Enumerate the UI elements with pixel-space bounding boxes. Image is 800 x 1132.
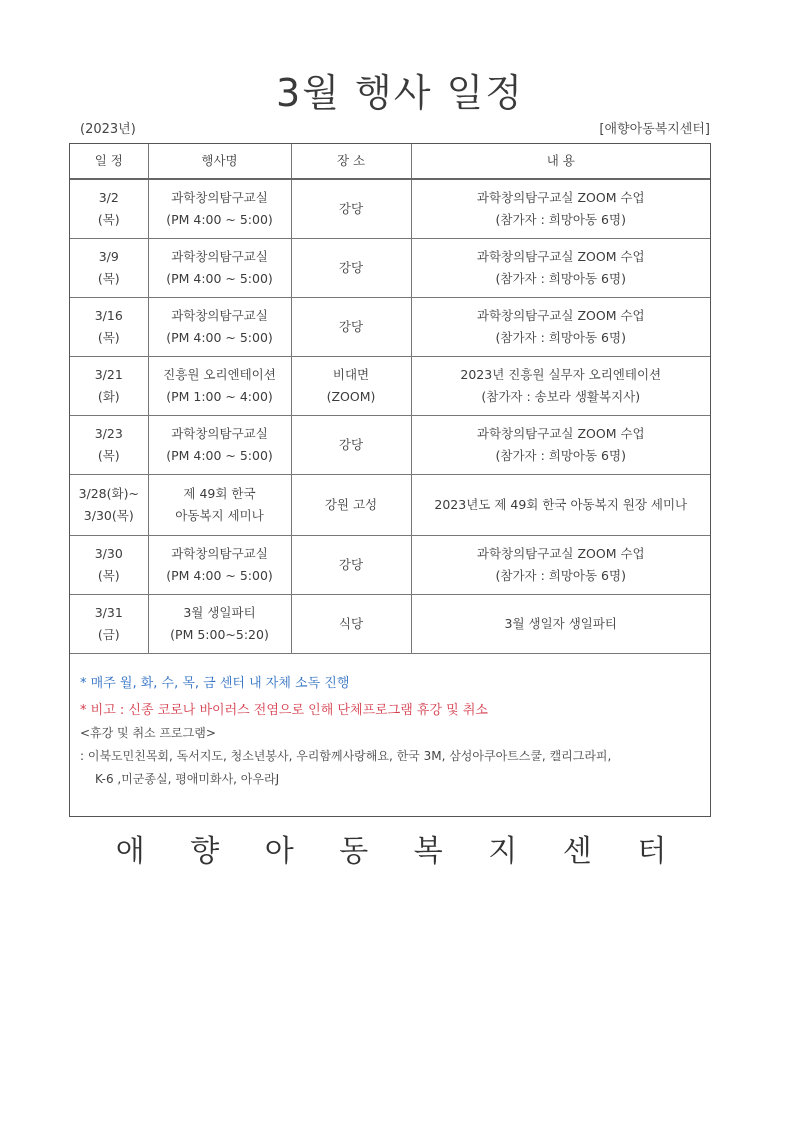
header-content: 내 용 [411,144,710,179]
content-line: 2023년 진흥원 실무자 오리엔테이션 [460,367,662,382]
cell-place [291,595,411,654]
program-list-line-1: : 이북도민친목회, 독서지도, 청소년봉사, 우리함께사랑해요, 한국 3M, 삼성아쿠아트스쿨, 캘리그라피, [80,749,612,763]
header-place: 장 소 [291,144,411,179]
content-line: 과학창의탐구교실 ZOOM 수업 [476,546,645,561]
cell-event [148,179,291,239]
remark-note: * 비고 : 신종 코로나 바이러스 전염으로 인해 단체프로그램 휴강 및 취소 [80,703,488,718]
cell-place [291,536,411,595]
cell-event [148,298,291,357]
cell-event [148,239,291,298]
content-line: (참가자 : 희망아동 6명) [495,212,626,227]
date-line: 3/23 [94,426,123,441]
disinfection-note: * 매주 월, 화, 수, 목, 금 센터 내 자체 소독 진행 [80,676,350,691]
cell-event [148,536,291,595]
event-line: 과학창의탐구교실 [171,308,268,323]
date-line: 3/9 [98,249,119,264]
event-line: 아동복지 세미나 [175,508,264,523]
cell-content [411,595,710,654]
cell-date [70,298,148,357]
year-label: (2023년) [80,122,136,137]
table-row [70,536,710,595]
content-line: (참가자 : 희망아동 6명) [495,448,626,463]
cell-date [70,239,148,298]
org-label: [애향아동복지센터] [599,122,710,137]
cell-content [411,239,710,298]
content-line: 과학창의탐구교실 ZOOM 수업 [476,190,645,205]
cell-event [148,416,291,475]
cell-content [411,536,710,595]
event-line: (PM 4:00 ~ 5:00) [166,330,273,345]
event-line: (PM 4:00 ~ 5:00) [166,568,273,583]
event-line: 과학창의탐구교실 [171,249,268,264]
date-line: 3/30(목) [83,508,134,523]
cell-date [70,536,148,595]
table-row [70,239,710,298]
cell-content [411,416,710,475]
cell-date [70,475,148,536]
content-line: 과학창의탐구교실 ZOOM 수업 [476,249,645,264]
schedule-frame [69,143,711,817]
place-line: 식당 [338,616,364,631]
table-row [70,179,710,239]
cell-date [70,179,148,239]
event-line: (PM 4:00 ~ 5:00) [166,448,273,463]
date-line: (화) [97,389,120,404]
event-line: 3월 생일파티 [183,605,256,620]
date-line: 3/28(화)~ [78,486,139,501]
event-line: 과학창의탐구교실 [171,190,268,205]
date-line: (목) [97,212,120,227]
content-line: 2023년도 제 49회 한국 아동복지 원장 세미나 [434,497,688,512]
program-list-line-2: K-6 ,미군종실, 평애미화사, 아우라J [95,772,280,786]
cell-content [411,179,710,239]
content-line: 과학창의탐구교실 ZOOM 수업 [476,426,645,441]
date-line: 3/31 [94,605,123,620]
cell-date [70,595,148,654]
table-row [70,595,710,654]
place-line: 강원 고성 [324,497,378,512]
content-line: 3월 생일자 생일파티 [504,616,617,631]
cell-place [291,416,411,475]
date-line: (목) [97,271,120,286]
table-row [70,475,710,536]
place-line: (ZOOM) [326,389,376,404]
cell-event [148,357,291,416]
place-line: 강당 [338,437,364,452]
cell-date [70,357,148,416]
event-line: 과학창의탐구교실 [171,426,268,441]
table-row [70,298,710,357]
header-event: 행사명 [148,144,291,179]
cell-event [148,595,291,654]
program-heading: <휴강 및 취소 프로그램> [80,726,216,740]
table-row [70,357,710,416]
schedule-table [70,144,710,654]
date-line: 3/21 [94,367,123,382]
table-row [70,416,710,475]
notes-section [80,672,700,787]
cell-content [411,357,710,416]
place-line: 강당 [338,319,364,334]
date-line: (목) [97,448,120,463]
event-line: 제 49회 한국 [183,486,256,501]
date-line: 3/16 [94,308,123,323]
event-line: (PM 4:00 ~ 5:00) [166,271,273,286]
header-date: 일 정 [70,144,148,179]
cell-place [291,179,411,239]
cell-place [291,298,411,357]
content-line: (참가자 : 송보라 생활복지사) [481,389,641,404]
event-line: 진흥원 오리엔테이션 [163,367,276,382]
cell-place [291,357,411,416]
event-line: (PM 5:00~5:20) [170,627,269,642]
place-line: 강당 [338,201,364,216]
date-line: (목) [97,568,120,583]
cell-content [411,475,710,536]
footer-org-name: 애 향 아 동 복 지 센 터 [115,834,685,869]
cell-place [291,239,411,298]
cell-date [70,416,148,475]
content-line: (참가자 : 희망아동 6명) [495,568,626,583]
place-line: 강당 [338,260,364,275]
content-line: (참가자 : 희망아동 6명) [495,271,626,286]
cell-place [291,475,411,536]
content-line: 과학창의탐구교실 ZOOM 수업 [476,308,645,323]
cell-content [411,298,710,357]
event-line: 과학창의탐구교실 [171,546,268,561]
date-line: (금) [97,627,120,642]
place-line: 비대면 [332,367,370,382]
page-title: 3월 행사 일정 [276,71,524,115]
cell-event [148,475,291,536]
event-line: (PM 4:00 ~ 5:00) [166,212,273,227]
date-line: 3/30 [94,546,123,561]
date-line: (목) [97,330,120,345]
place-line: 강당 [338,557,364,572]
event-line: (PM 1:00 ~ 4:00) [166,389,273,404]
date-line: 3/2 [98,190,119,205]
table-header-row [70,144,710,179]
content-line: (참가자 : 희망아동 6명) [495,330,626,345]
